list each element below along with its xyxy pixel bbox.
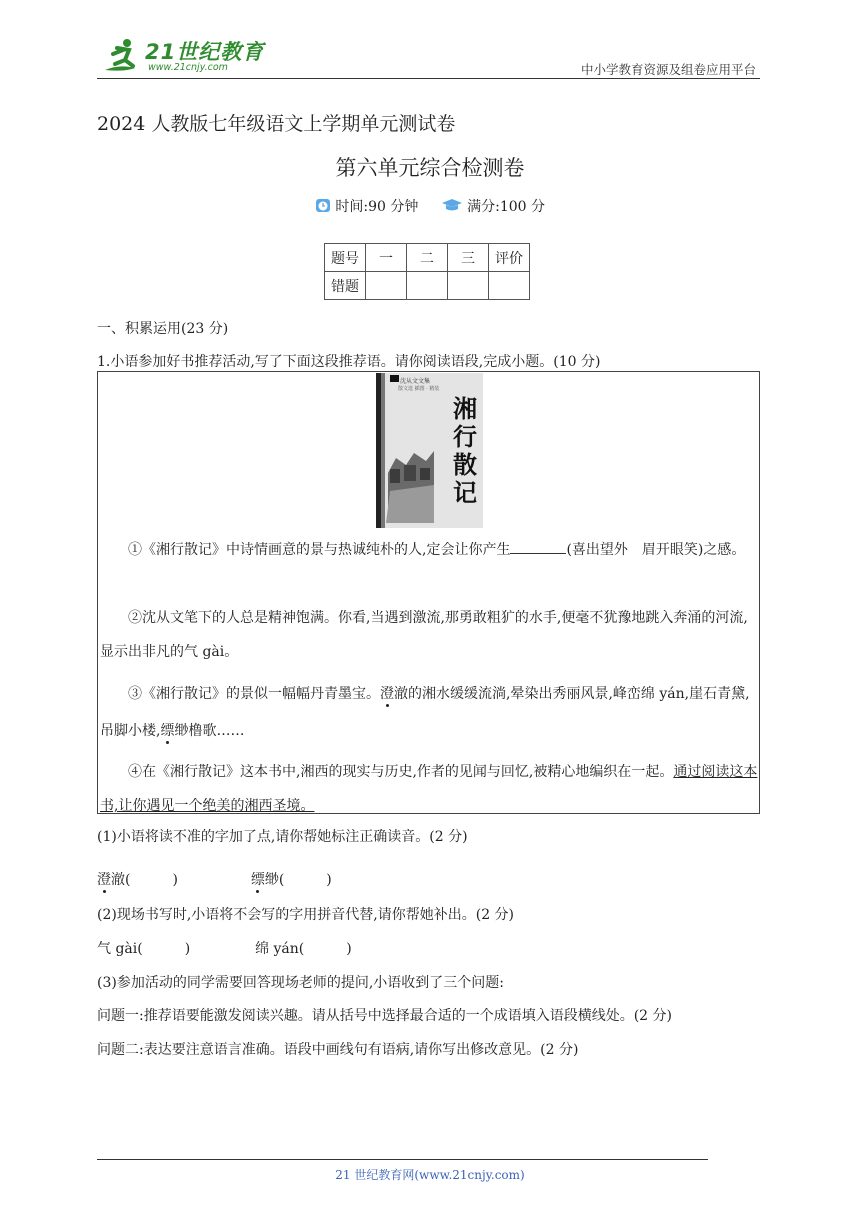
alarm-clock-icon — [315, 197, 331, 217]
fill-blank[interactable] — [510, 539, 566, 554]
paragraph-text: ③《湘行散记》的景似一幅幅丹青墨宝。 — [128, 686, 380, 702]
answer-line-2 — [97, 938, 352, 958]
footer-link[interactable]: 21 世纪教育网(www.21cnjy.com) — [335, 1168, 525, 1182]
answer-line-1 — [97, 869, 332, 889]
exam-meta — [0, 196, 860, 217]
exam-title: 2024 人教版七年级语文上学期单元测试卷 — [97, 113, 456, 135]
paragraph-text: (喜出望外 眉开眼笑)之感。 — [566, 542, 746, 558]
platform-name: 中小学教育资源及组卷应用平台 — [580, 62, 756, 77]
logo-url: www.21cnjy.com — [148, 62, 228, 73]
footer-divider — [97, 1159, 708, 1160]
table-row — [325, 272, 530, 300]
score-table — [324, 243, 530, 300]
sub-question-1: (1)小语将读不准的字加了点,请你帮她标注正确读音。(2 分) — [97, 829, 468, 845]
paragraph-text: 缈橹歌…… — [174, 723, 245, 739]
table-cell: 评价 — [489, 244, 530, 272]
logo-text: 21世纪教育 — [145, 40, 265, 64]
table-cell[interactable] — [448, 272, 489, 300]
table-cell[interactable] — [407, 272, 448, 300]
table-row — [325, 244, 530, 272]
table-cell[interactable] — [366, 272, 407, 300]
table-cell: 一 — [366, 244, 407, 272]
sub-question-2: (2)现场书写时,小语将不会写的字用拼音代替,请你帮她补出。(2 分) — [97, 907, 515, 923]
table-cell: 三 — [448, 244, 489, 272]
answer-blank[interactable]: 缈( ) — [264, 872, 332, 888]
answer-blank[interactable]: 气 gài( ) — [97, 941, 191, 957]
paragraph-text: 澈的湘水缓缓流淌,晕染出秀丽风景,峰峦绵 yán,崖石青黛,吊脚小楼, — [100, 686, 750, 739]
table-cell: 错题 — [325, 272, 366, 300]
answer-blank[interactable]: 绵 yán( ) — [255, 941, 352, 957]
passage-paragraph-2: ②沈从文笔下的人总是精神饱满。你看,当遇到激流,那勇敢粗犷的水手,便毫不犹豫地跳入奔涌的河流,显示出非凡的气 gài。 — [100, 610, 748, 660]
paragraph-text: ④在《湘行散记》这本书中,湘西的现实与历史,作者的见闻与回忆,被精心地编织在一起。 — [128, 764, 674, 780]
passage-paragraph-1 — [100, 533, 760, 567]
question-1: 1.小语参加好书推荐活动,写了下面这段推荐语。请你阅读语段,完成小题。(10 分) — [97, 354, 601, 370]
time-limit: 时间:90 分钟 — [335, 199, 419, 215]
dotted-char: 缥 — [250, 872, 265, 888]
question-one: 问题一:推荐语要能激发阅读兴趣。请从括号中选择最合适的一个成语填入语段横线处。(2 分) — [97, 1008, 672, 1024]
dotted-char: 澄 — [380, 686, 394, 702]
book-cover-image — [376, 373, 483, 528]
question-two: 问题二:表达要注意语言准确。语段中画线句有语病,请你写出修改意见。(2 分) — [97, 1042, 579, 1058]
answer-blank[interactable]: 澈( ) — [111, 872, 178, 888]
page-title: 第六单元综合检测卷 — [335, 156, 525, 180]
book-title: 湘行散记 — [453, 394, 477, 507]
graduation-cap-icon — [441, 198, 463, 216]
sub-question-3: (3)参加活动的同学需要回答现场老师的提问,小语收到了三个问题: — [97, 975, 504, 991]
table-cell: 题号 — [325, 244, 366, 272]
header-divider — [97, 78, 760, 79]
dotted-char: 澄 — [97, 872, 111, 888]
table-cell[interactable] — [489, 272, 530, 300]
full-score: 满分:100 分 — [467, 199, 546, 215]
underlined-sentence: 通过阅读这本书,让你遇见一个绝美的湘西圣境。 — [100, 764, 758, 814]
section-title: 一、积累运用(23 分) — [97, 321, 229, 337]
dotted-char: 缥 — [160, 723, 175, 739]
passage-paragraph-3 — [100, 676, 760, 750]
table-cell: 二 — [407, 244, 448, 272]
book-subtitle: 散文选 插图 · 精装 — [398, 386, 440, 392]
book-series: 沈从文文集 — [400, 378, 431, 385]
paragraph-text: ①《湘行散记》中诗情画意的景与热诚纯朴的人,定会让你产生 — [128, 542, 511, 558]
passage-paragraph-4 — [100, 755, 760, 823]
